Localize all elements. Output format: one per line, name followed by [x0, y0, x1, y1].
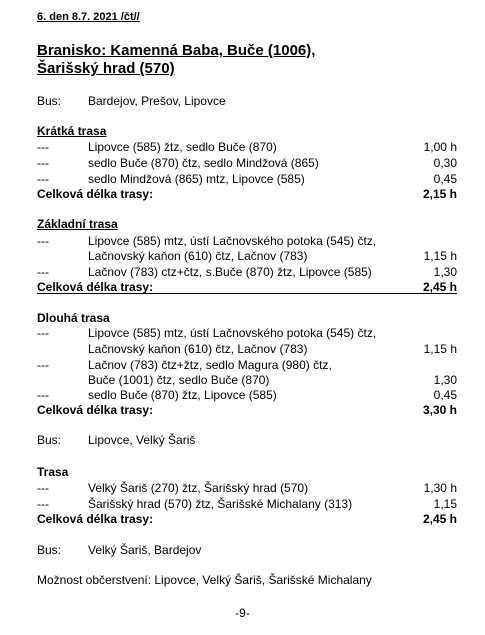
segment-time: 1,30	[433, 265, 457, 279]
bus-stops: Velký Šariš, Bardejov	[88, 543, 202, 557]
bus-label: Bus:	[37, 543, 62, 557]
route-segment: Lačnov (783) ctz+čtz, s.Buče (870) žtz, Lipovce (585)	[88, 265, 372, 279]
row-dash: ---	[37, 497, 49, 511]
bus-label: Bus:	[37, 94, 62, 108]
total-label: Celková délka trasy:	[37, 280, 154, 294]
segment-time: 0,30	[433, 156, 457, 170]
total-time: 2,45 h	[422, 512, 457, 526]
total-label: Celková délka trasy:	[37, 512, 154, 526]
row-dash: ---	[37, 156, 49, 170]
route-segment: Lipovce (585) mtz, ústí Lačnovského potoka (545) čtz,	[88, 234, 377, 248]
row-dash: ---	[37, 358, 49, 372]
total-time: 2,15 h	[422, 187, 457, 201]
segment-time: 1,00 h	[423, 140, 457, 154]
page-number: -9-	[235, 606, 250, 620]
total-time: 3,30 h	[422, 403, 457, 417]
day-heading: 6. den 8.7. 2021 /čt//	[37, 11, 140, 23]
route-segment-continued: Lačnovský kaňon (610) čtz, Lačnov (783)	[88, 249, 308, 263]
route-segment-continued: Buče (1001) čtz, sedlo Buče (870)	[88, 373, 270, 387]
route-segment: Lačnov (783) čtz+žtz, sedlo Magura (980) čtz,	[88, 358, 332, 372]
refreshments-note: Možnost občerstvení: Lipovce, Velký Šariš, Šarišské Michalany	[37, 573, 372, 587]
route-segment-continued: Lačnovský kaňon (610) čtz, Lačnov (783)	[88, 342, 308, 356]
total-time: 2,45 h	[422, 280, 457, 294]
row-dash: ---	[37, 140, 49, 154]
row-dash: ---	[37, 388, 49, 402]
route-basic-heading: Základní trasa	[37, 217, 118, 231]
row-dash: ---	[37, 481, 49, 495]
route-segment: sedlo Buče (870) žtz, Lipovce (585)	[88, 388, 277, 402]
row-dash: ---	[37, 172, 49, 186]
route-long-heading: Dlouhá trasa	[37, 311, 110, 325]
bus-label: Bus:	[37, 433, 62, 447]
segment-time: 0,45	[433, 172, 457, 186]
page-title-line-1: Branisko: Kamenná Baba, Buče (1006),	[37, 42, 316, 59]
route-segment: Lipovce (585) mtz, ústí Lačnovského potoka (545) čtz,	[88, 326, 377, 340]
route-short-heading: Krátká trasa	[37, 124, 107, 138]
segment-time: 0,45	[433, 388, 457, 402]
page-title-line-2: Šarišský hrad (570)	[37, 60, 175, 77]
route-castle-heading: Trasa	[37, 465, 69, 479]
route-segment: sedlo Mindžová (865) mtz, Lipovce (585)	[88, 172, 305, 186]
segment-time: 1,15 h	[423, 249, 457, 263]
bus-stops: Lipovce, Velký Šariš	[88, 433, 196, 447]
row-dash: ---	[37, 234, 49, 248]
route-segment: Šarišský hrad (570) žtz, Šarišské Michalany (313)	[88, 497, 353, 511]
segment-time: 1,30	[433, 373, 457, 387]
divider-line	[37, 293, 457, 294]
segment-time: 1,30 h	[423, 481, 457, 495]
segment-time: 1,15 h	[423, 342, 457, 356]
total-label: Celková délka trasy:	[37, 187, 154, 201]
segment-time: 1,15	[433, 497, 457, 511]
row-dash: ---	[37, 326, 49, 340]
route-segment: Lipovce (585) žtz, sedlo Buče (870)	[88, 140, 277, 154]
route-segment: sedlo Buče (870) čtz, sedlo Mindžová (865)	[88, 156, 319, 170]
route-segment: Velký Šariš (270) žtz, Šarišský hrad (570)	[88, 481, 309, 495]
row-dash: ---	[37, 265, 49, 279]
bus-stops: Bardejov, Prešov, Lipovce	[88, 94, 226, 108]
total-label: Celková délka trasy:	[37, 403, 154, 417]
